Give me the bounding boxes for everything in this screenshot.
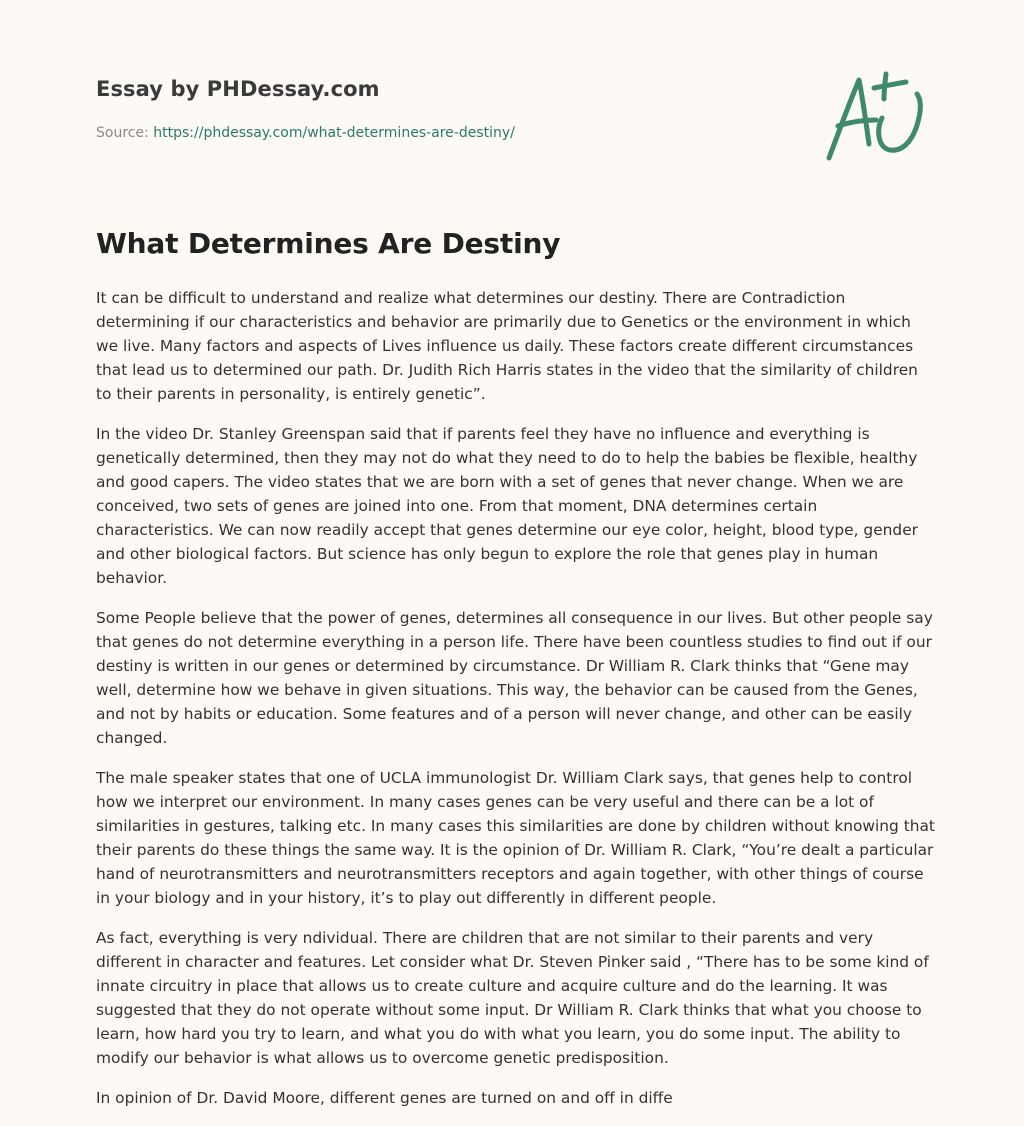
a-plus-grade-icon <box>822 66 928 166</box>
site-brand: Essay by PHDessay.com <box>96 77 380 101</box>
source-line <box>96 125 515 141</box>
essay-paragraph: It can be difficult to understand and realize what determines our destiny. There are Contradiction determining if our characteristics and behavior are primarily due to Genetics or the environment in which we live. Many factors and aspects of Lives influence us daily. These factors create different circumstances that lead us to determined our path. Dr. Judith Rich Harris states in the video that the similarity of children to their parents in personality, is entirely genetic”. <box>96 289 918 403</box>
essay-paragraph: As fact, everything is very ndividual. There are children that are not similar to their parents and very different in character and features. Let consider what Dr. Steven Pinker said , “There has to be some kind of innate circuitry in place that allows us to create culture and acquire culture and do the learning. It was suggested that they do not operate without some input. Dr William R. Clark thinks that what you choose to learn, how hard you try to learn, and what you do with what you learn, you do some input. The ability to modify our behavior is what allows us to overcome genetic predisposition. <box>96 929 929 1067</box>
essay-title: What Determines Are Destiny <box>96 227 561 260</box>
essay-paragraph: Some People believe that the power of genes, determines all consequence in our lives. But other people say that genes do not determine everything in a person life. There have been countless studies to find out if our destiny is written in our genes or determined by circumstance. Dr William R. Clark thinks that “Gene may well, determine how we behave in given situations. This way, the behavior can be caused from the Genes, and not by habits or education. Some features and of a person will never change, and other can be easily changed. <box>96 609 933 747</box>
source-link[interactable]: https://phdessay.com/what-determines-are-destiny/ <box>153 125 515 141</box>
source-label: Source: <box>96 125 154 141</box>
essay-paragraph: The male speaker states that one of UCLA immunologist Dr. William Clark says, that genes help to control how we interpret our environment. In many cases genes can be very useful and there can be a lot of similarities in gestures, talking etc. In many cases this similarities are done by children without knowing that their parents do these things the same way. It is the opinion of Dr. William R. Clark, “You’re dealt a particular hand of neurotransmitters and neurotransmitters receptors and again together, with other things of course in your biology and in your history, it’s to play out differently in different people. <box>96 769 935 907</box>
essay-body <box>96 286 936 1126</box>
essay-paragraph: In the video Dr. Stanley Greenspan said that if parents feel they have no influence and everything is genetically determined, then they may not do what they need to do to help the babies be flexible, healthy and good capers. The video states that we are born with a set of genes that never change. When we are conceived, two sets of genes are joined into one. From that moment, DNA determines certain characteristics. We can now readily accept that genes determine our eye color, height, blood type, gender and other biological factors. But science has only begun to explore the role that genes play in human behavior. <box>96 425 918 587</box>
essay-paragraph: In opinion of Dr. David Moore, different genes are turned on and off in diffe <box>96 1089 673 1107</box>
